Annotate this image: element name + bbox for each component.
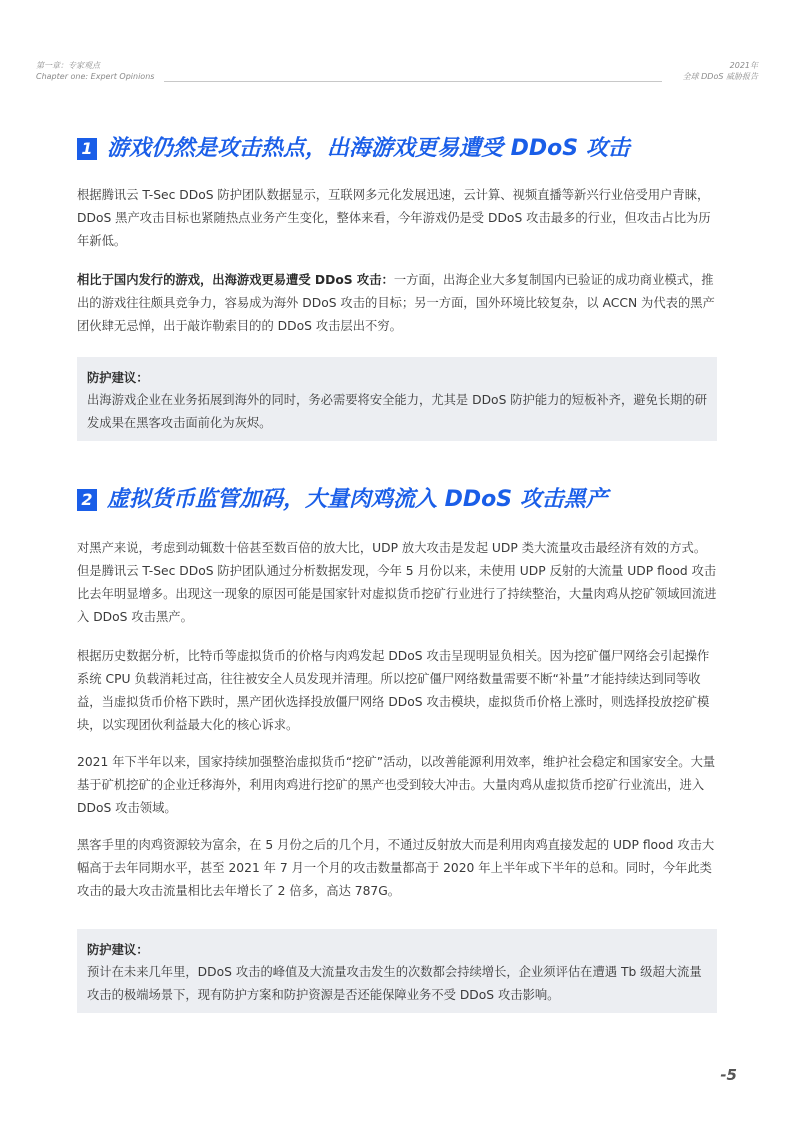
header-report xyxy=(683,60,758,82)
report-title: 全球 DDoS 威胁报告 xyxy=(682,72,758,81)
chapter-title-en: Chapter one: Expert Opinions xyxy=(36,72,155,81)
section-2-paragraph-4: 黑客手里的肉鸡资源较为富余，在 5 月份之后的几个月，不通过反射放大而是利用肉鸡直接发起的 UDP flood 攻击大幅高于去年同期水平，甚至 2021 年 7 月一个月的攻击数量都高于 2020 年上半年或下半年的总和。同时，今年此类攻击的最大攻击流量相比去年增长了 2 倍多，高达 787G。 xyxy=(77,838,715,898)
section-2-heading xyxy=(77,485,608,515)
section-1-title: 游戏仍然是攻击热点，出海游戏更易遭受 DDoS 攻击 xyxy=(107,136,630,161)
section-2-advice-label: 防护建议： xyxy=(87,943,149,957)
section-2-number-badge: 2 xyxy=(77,489,97,511)
section-2-paragraph-1: 对黑产来说，考虑到动辄数十倍甚至数百倍的放大比，UDP 放大攻击是发起 UDP 类大流量攻击最经济有效的方式。但是腾讯云 T-Sec DDoS 防护团队通过分析数据发现，今年 5 月份以来，未使用 UDP 反射的大流量 UDP flood 攻击比去年明显增多。出现这一现象的原因可能是国家针对虚拟货币挖矿行业进行了持续整治，大量肉鸡从挖矿领域回流进入 DDoS 攻击黑产。 xyxy=(77,541,717,624)
section-2-paragraph-3: 2021 年下半年以来，国家持续加强整治虚拟货币“挖矿”活动，以改善能源利用效率，维护社会稳定和国家安全。大量基于矿机挖矿的企业迁移海外，利用肉鸡进行挖矿的黑产也受到较大冲击。大量肉鸡从虚拟货币挖矿行业流出，进入 DDoS 攻击领域。 xyxy=(77,755,716,815)
section-2-title: 虚拟货币监管加码，大量肉鸡流入 DDoS 攻击黑产 xyxy=(107,487,608,512)
section-1-heading xyxy=(77,134,630,164)
section-2-advice-box xyxy=(77,929,717,1013)
section-1-advice-box xyxy=(77,357,717,441)
section-1-paragraph-1: 根据腾讯云 T-Sec DDoS 防护团队数据显示，互联网多元化发展迅速，云计算、视频直播等新兴行业倍受用户青睐，DDoS 黑产攻击目标也紧随热点业务产生变化，整体来看，今年游戏仍是受 DDoS 攻击最多的行业，但攻击占比为历年新低。 xyxy=(77,188,711,248)
section-1-advice-label: 防护建议： xyxy=(87,371,149,385)
page-number: -5 xyxy=(720,1066,737,1084)
section-1-paragraph-2-body: 一方面，出海企业大多复制国内已验证的成功商业模式，推出的游戏往往颇具竞争力，容易成为海外 DDoS 攻击的目标；另一方面，国外环境比较复杂，以 ACCN 为代表的黑产团伙肆无忌惮，出于敲诈勒索目的的 DDoS 攻击层出不穷。 xyxy=(77,273,715,333)
header-divider xyxy=(164,81,662,82)
section-2-paragraph-2: 根据历史数据分析，比特币等虚拟货币的价格与肉鸡发起 DDoS 攻击呈现明显负相关。因为挖矿僵尸网络会引起操作系统 CPU 负载消耗过高，往往被安全人员发现并清理。所以挖矿僵尸网络数量需要不断“补量”才能持续达到同等收益，当虚拟货币价格下跌时，黑产团伙选择投放僵尸网络 DDoS 攻击模块，虚拟货币价格上涨时，则选择投放挖矿模块，以实现团伙利益最大化的核心诉求。 xyxy=(77,649,710,732)
section-2-advice-text: 预计在未来几年里，DDoS 攻击的峰值及大流量攻击发生的次数都会持续增长，企业须评估在遭遇 Tb 级超大流量攻击的极端场景下，现有防护方案和防护资源是否还能保障业务不受 DDoS 攻击影响。 xyxy=(87,965,702,1002)
report-year: 2021年 xyxy=(729,61,758,70)
section-1-paragraph-2-lead: 相比于国内发行的游戏，出海游戏更易遭受 DDoS 攻击： xyxy=(77,273,394,287)
chapter-title-cn: 第一章：专家观点 xyxy=(36,61,100,70)
section-1-advice-text: 出海游戏企业在业务拓展到海外的同时，务必需要将安全能力，尤其是 DDoS 防护能力的短板补齐，避免长期的研发成果在黑客攻击面前化为灰烬。 xyxy=(87,393,708,430)
header-chapter xyxy=(36,60,154,82)
page-header xyxy=(36,60,758,84)
section-1-number-badge: 1 xyxy=(77,138,97,160)
section-1-paragraph-2 xyxy=(77,269,717,338)
